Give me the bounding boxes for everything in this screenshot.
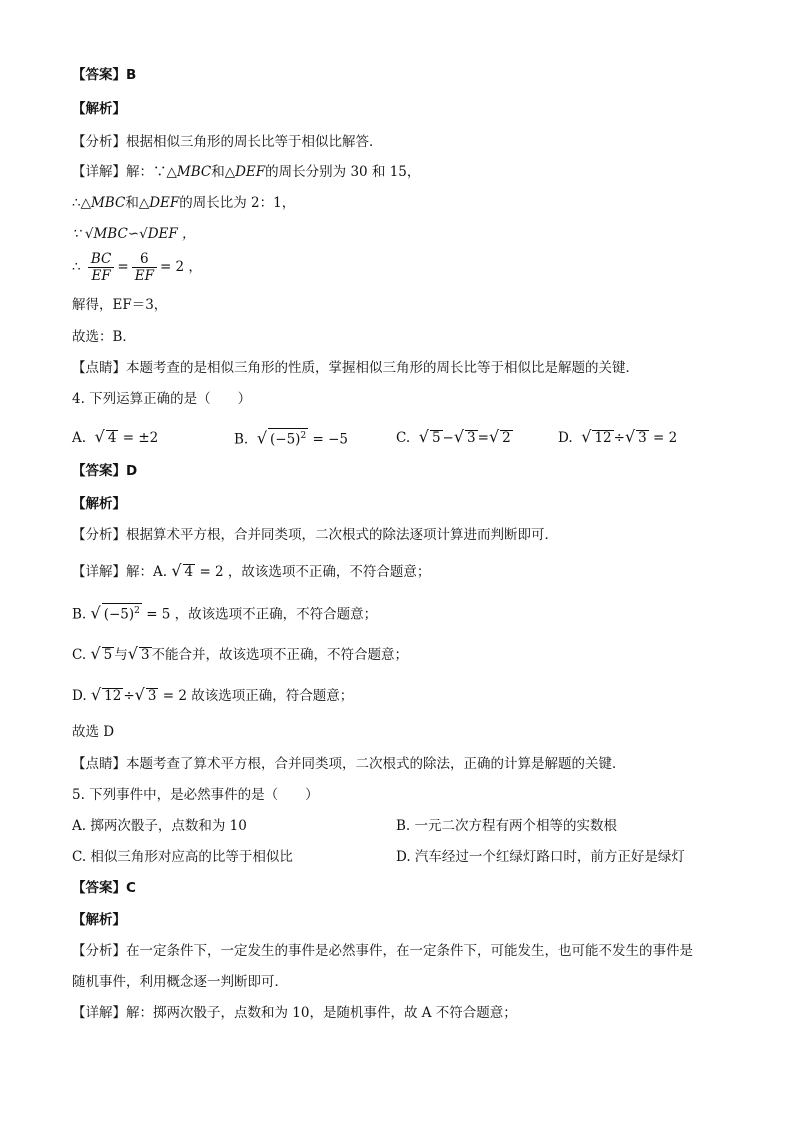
q5-option-b: B. 一元二次方程有两个相等的实数根 [396, 818, 618, 834]
q4-detail-b-radicand: (−5) [103, 606, 135, 623]
q3-ratio-rest: 的周长比为 2：1， [179, 195, 296, 211]
q4-detail-a: 【详解】解：A. √ 4 = 2 ，故该选项不正确，不符合题意； [72, 561, 431, 580]
q3-choose: 故选：B． [72, 329, 136, 345]
q3-detail [72, 163, 420, 181]
q4-detail-c-rad2: 3 [140, 647, 150, 663]
q3-frac-prefix: ∴ [72, 259, 81, 275]
q4-detail-b-rest: = 5 ，故该选项不正确，不符合题意； [146, 606, 378, 623]
q3-similar-line: ∵ √MBC∽√DEF ， [72, 226, 196, 242]
q4-detail-c-rad1: 5 [103, 647, 113, 663]
q4-detail-d: D. √ 12 ÷√ 3 = 2 故该选项正确，符合题意； [72, 685, 354, 704]
q5-stem: 5. 下列事件中，是必然事件的是（ ） [72, 787, 319, 803]
q5-option-d: D. 汽车经过一个红绿灯路口时，前方正好是绿灯 [396, 849, 685, 865]
q5-option-a: A. 掷两次骰子，点数和为 10 [72, 818, 247, 834]
q5-analysis-line2: 随机事件，利用概念逐一判断即可． [72, 974, 288, 990]
q4-analysis: 【分析】根据算术平方根，合并同类项，二次根式的除法逐项计算进而判断即可． [72, 527, 558, 543]
q4-detail-d-rad1: 12 [104, 688, 122, 704]
q4-option-d: D. √ 12 ÷√ 3 = 2 [558, 427, 678, 446]
q4-opt-b-radicand: (−5) [270, 431, 301, 448]
q3-detail-rest: 的周长分别为 30 和 15， [265, 164, 421, 180]
q4-opt-d-div: ÷ [613, 430, 625, 446]
q5-answer: 【答案】C [72, 880, 136, 896]
q3-ratio-tri1: △MBC [80, 195, 126, 211]
q3-fraction-line: ∴ $\frac{BC}{EF}$ = $\frac{6}{EF}$ = 2 ， [72, 251, 202, 284]
q4-option-a: A. √ 4 = ±2 [72, 427, 159, 446]
q4-detail-b-prefix: B. [72, 606, 87, 623]
q5-analysis-heading: 【解析】 [72, 912, 126, 928]
q3-ratio-line [72, 194, 295, 212]
q4-opt-c-rad3: 2 [502, 430, 511, 446]
q4-opt-c-label: C. [396, 430, 411, 446]
q4-opt-b-rest: = −5 [312, 431, 348, 448]
q3-detail-label: 【详解】解：∵ [72, 164, 167, 180]
q4-opt-c-rad2: 3 [467, 430, 476, 446]
q3-and: 和 [211, 164, 225, 180]
q5-detail: 【详解】解：掷两次骰子，点数和为 10，是随机事件，故 A 不符合题意； [72, 1005, 517, 1021]
q4-comment: 【点睛】本题考查了算术平方根，合并同类项，二次根式的除法，正确的计算是解题的关键． [72, 756, 626, 772]
q3-frac-rest: = 2 ， [159, 259, 202, 275]
q4-opt-a-label: A. [72, 430, 87, 446]
q4-opt-d-rad1: 12 [594, 430, 612, 446]
q4-opt-b-label: B. [234, 431, 249, 448]
q4-detail-c-rest: 不能合并，故该选项不正确，不符合题意； [151, 647, 409, 663]
q4-detail-c-mid: 与 [114, 647, 128, 663]
q4-choose: 故选 D [72, 724, 115, 740]
q4-option-c: C. √ 5 −√ 3 =√ 2 [396, 427, 511, 446]
q3-frac2-num: 6 [132, 251, 157, 268]
q3-frac1-den: EF [91, 268, 111, 284]
q4-detail-b-exp: 2 [134, 606, 140, 616]
q5-option-c: C. 相似三角形对应高的比等于相似比 [72, 849, 293, 865]
q4-opt-c-eq: = [477, 430, 489, 446]
q4-detail-d-rest: = 2 故该选项正确，符合题意； [162, 688, 354, 704]
q4-detail-c: C. √ 5 与√ 3 不能合并，故该选项不正确，不符合题意； [72, 644, 409, 663]
q3-tri2: △DEF [224, 164, 266, 180]
q4-detail-c-prefix: C. [72, 647, 87, 663]
q3-solve: 解得，EF＝3， [72, 297, 168, 313]
q4-opt-c-rad1: 5 [431, 430, 441, 446]
q4-detail-d-rad2: 3 [147, 688, 157, 704]
q4-opt-c-minus: − [442, 430, 454, 446]
q4-stem: 4. 下列运算正确的是（ ） [72, 391, 252, 407]
q3-answer: 【答案】B [72, 67, 137, 83]
q3-analysis-heading: 【解析】 [72, 101, 126, 117]
q4-detail-d-mid: ÷ [123, 688, 135, 704]
q4-opt-b-exp: 2 [300, 431, 307, 441]
q3-tri1: △MBC [166, 164, 212, 180]
q3-comment: 【点睛】本题考查的是相似三角形的性质，掌握相似三角形的周长比等于相似比是解题的关键． [72, 360, 639, 376]
q3-frac2-den: EF [134, 268, 154, 284]
q4-detail-b: B. √ $(-5)^2 = 5$ ，故该选项不正确，不符合题意； [72, 603, 378, 623]
q4-opt-a-radicand: 4 [107, 430, 117, 446]
q4-detail-a-prefix: 【详解】解：A. [72, 564, 168, 580]
q3-therefore: ∴ [72, 195, 81, 211]
q3-frac1-num: BC [88, 251, 115, 268]
q5-analysis-line1: 【分析】在一定条件下，一定发生的事件是必然事件，在一定条件下，可能发生，也可能不发生的事件是 [72, 943, 693, 959]
q4-opt-d-rest: = 2 [653, 430, 678, 446]
q3-analysis: 【分析】根据相似三角形的周长比等于相似比解答． [72, 134, 383, 150]
q4-opt-d-rad2: 3 [638, 430, 647, 446]
q4-detail-d-prefix: D. [72, 688, 87, 704]
q3-ratio-tri2: △DEF [138, 195, 180, 211]
q3-frac2 [132, 251, 157, 284]
q3-frac1 [88, 251, 115, 284]
q3-ratio-and: 和 [125, 195, 139, 211]
q4-opt-d-label: D. [558, 430, 573, 446]
q4-opt-a-rest: = ±2 [122, 430, 159, 446]
q4-option-b: B. √ $(-5)^2 = -5$ [234, 428, 348, 448]
q4-analysis-heading: 【解析】 [72, 496, 126, 512]
q4-detail-a-radicand: 4 [184, 564, 194, 580]
q4-answer: 【答案】D [72, 463, 138, 479]
q4-detail-a-rest: = 2 ，故该选项不正确，不符合题意； [199, 564, 431, 580]
